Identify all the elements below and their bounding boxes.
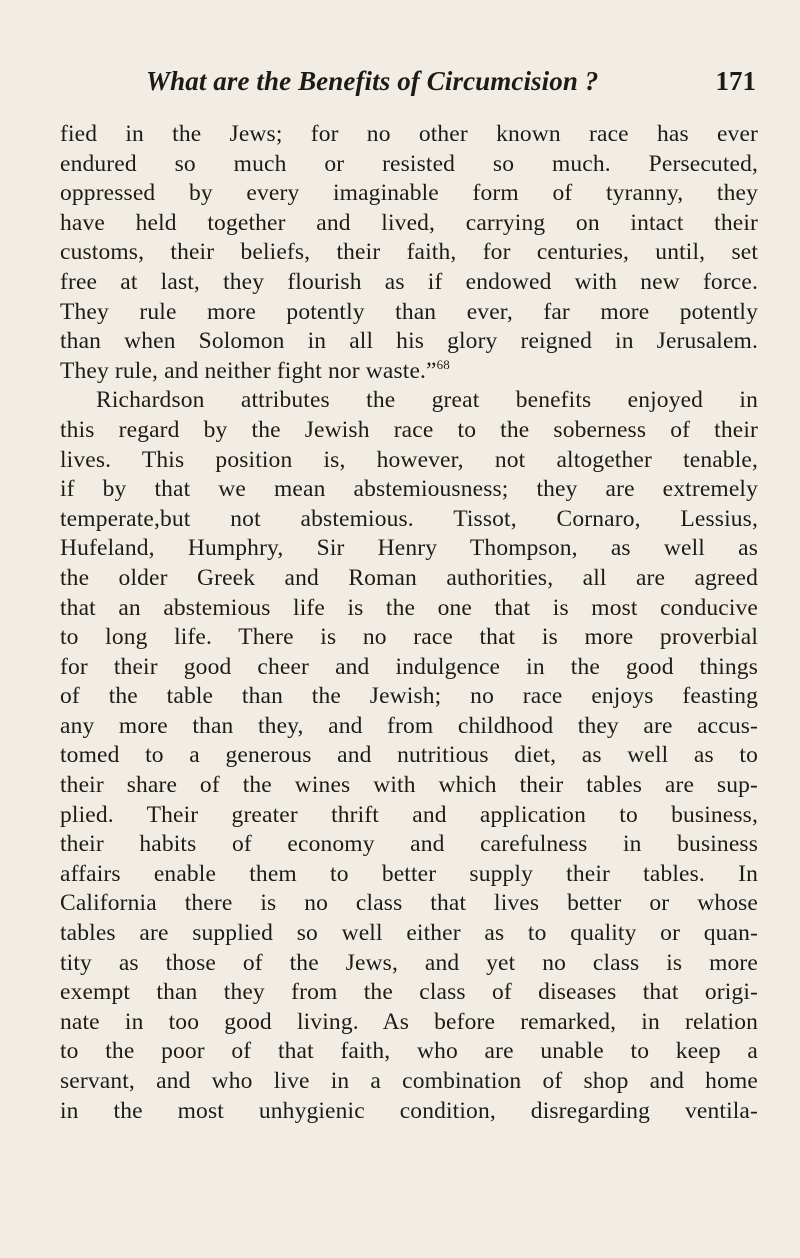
text-line: this regard by the Jewish race to the soberness of their (60, 416, 758, 443)
text-line: endured so much or resisted so much. Persecuted, (60, 150, 758, 177)
text-line: Richardson attributes the great benefits enjoyed in (96, 387, 758, 414)
text-line (60, 357, 758, 387)
text-line: temperate,but not abstemious. Tissot, Cornaro, Lessius, (60, 505, 758, 532)
page-number: 171 (715, 66, 756, 96)
text-line: to the poor of that faith, who are unable to keep a (60, 1038, 758, 1065)
text-line: in the most unhygienic condition, disregarding ventila- (60, 1097, 758, 1124)
text-line: exempt than they from the class of diseases that origi- (60, 979, 758, 1006)
text-line: have held together and lived, carrying on intact their (60, 209, 758, 236)
text-line: tomed to a generous and nutritious diet, as well as to (60, 742, 758, 769)
text-line: Hufeland, Humphry, Sir Henry Thompson, as well as (60, 535, 758, 562)
text-line: fied in the Jews; for no other known race has ever (60, 121, 758, 147)
text-line: than when Solomon in all his glory reigned in Jerusalem. (60, 328, 758, 355)
text-line: that an abstemious life is the one that is most conducive (60, 594, 758, 621)
text-line: oppressed by every imaginable form of tyranny, they (60, 180, 758, 207)
text-line: their habits of economy and carefulness in business (60, 831, 758, 858)
text-line: free at last, they flourish as if endowed with new force. (60, 268, 758, 295)
text-line: tables are supplied so well either as to quality or quan- (60, 920, 758, 947)
text-line: California there is no class that lives better or whose (60, 890, 758, 917)
text-line: to long life. There is no race that is more proverbial (60, 624, 758, 651)
text-line: They rule more potently than ever, far more potently (60, 298, 758, 325)
text-line-content: They rule, and neither fight nor waste.” (60, 357, 437, 384)
text-line: nate in too good living. As before remarked, in relation (60, 1008, 758, 1035)
text-line: of the table than the Jewish; no race enjoys feasting (60, 683, 758, 710)
text-line: the older Greek and Roman authorities, all are agreed (60, 564, 758, 591)
text-line: their share of the wines with which their tables are sup- (60, 772, 758, 799)
text-line: affairs enable them to better supply their tables. In (60, 860, 758, 887)
paragraph-1 (60, 120, 758, 357)
text-line: servant, and who live in a combination of shop and home (60, 1068, 758, 1094)
body-text (60, 120, 758, 1126)
footnote-reference: 68 (436, 356, 450, 372)
text-line: any more than they, and from childhood they are accus- (60, 712, 758, 739)
running-head (146, 66, 756, 100)
text-line: plied. Their greater thrift and application to business, (60, 801, 758, 828)
text-line: lives. This position is, however, not altogether tenable, (60, 446, 758, 473)
text-line: if by that we mean abstemiousness; they are extremely (60, 476, 758, 503)
running-title: What are the Benefits of Circumcision ? (146, 66, 599, 96)
paragraph-2 (60, 386, 758, 1126)
text-line: for their good cheer and indulgence in the good things (60, 653, 758, 680)
text-line: tity as those of the Jews, and yet no class is more (60, 949, 758, 976)
text-line: customs, their beliefs, their faith, for centuries, until, set (60, 239, 758, 266)
